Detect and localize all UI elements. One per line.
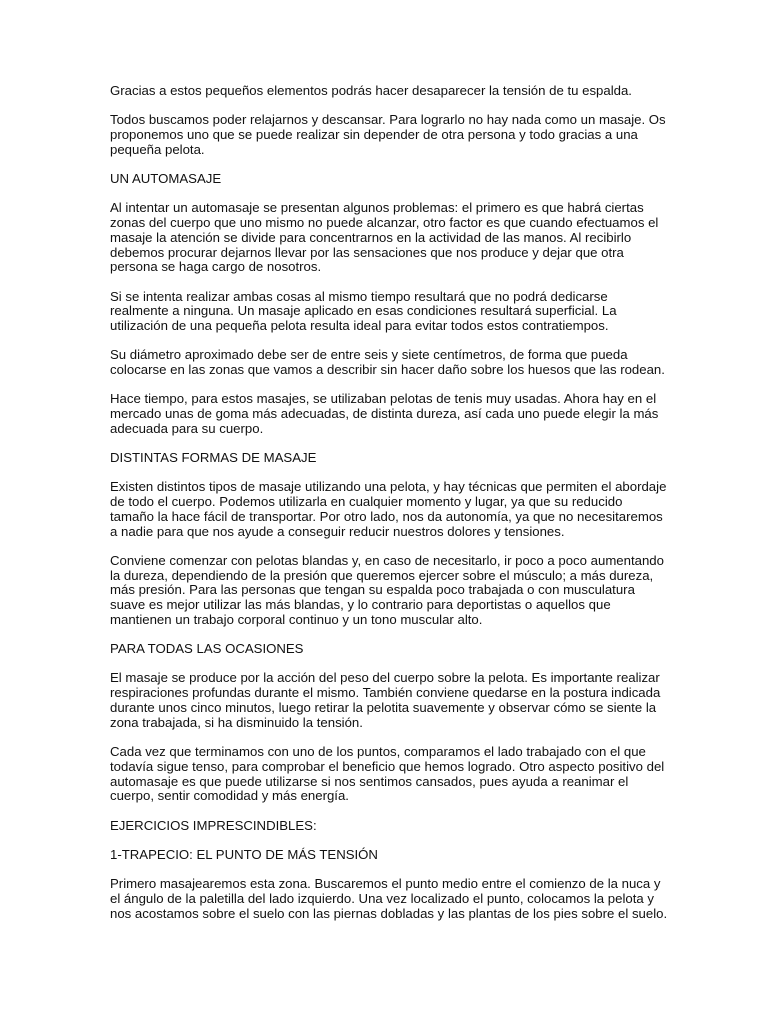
intro-paragraph: Gracias a estos pequeños elementos podrás hacer desaparecer la tensión de tu espalda. — [110, 83, 632, 98]
section-heading-trapecio: 1-TRAPECIO: EL PUNTO DE MÁS TENSIÓN — [110, 846, 378, 862]
section-heading-ejercicios: EJERCICIOS IMPRESCINDIBLES: — [110, 817, 317, 833]
section-heading-formas-masaje: DISTINTAS FORMAS DE MASAJE — [110, 450, 317, 466]
paragraph: Hace tiempo, para estos masajes, se utilizaban pelotas de tenis muy usadas. Ahora hay en el mercado unas de goma más adecuadas, de distinta dureza, así cada uno puede elegir la más adecuada para su cuerpo. — [110, 391, 659, 436]
paragraph: Su diámetro aproximado debe ser de entre seis y siete centímetros, de forma que pueda colocarse en las zonas que vamos a describir sin hacer daño sobre los huesos que las rodean. — [110, 347, 665, 378]
paragraph: Todos buscamos poder relajarnos y descansar. Para lograrlo no hay nada como un masaje. Os proponemos uno que se puede realizar sin depender de otra persona y todo gracias a una pequeña pelota. — [110, 112, 666, 157]
paragraph: Primero masajearemos esta zona. Buscaremos el punto medio entre el comienzo de la nuca y el ángulo de la paletilla del lado izquierdo. Una vez localizado el punto, colocamos la pelota y nos acostamos sobre el suelo con las piernas dobladas y las plantas de los pies sobre el suelo. — [110, 875, 668, 921]
paragraph: Cada vez que terminamos con uno de los puntos, comparamos el lado trabajado con el que todavía sigue tenso, para comprobar el beneficio que hemos logrado. Otro aspecto positivo del automasaje es que puede utilizarse si nos sentimos cansados, pues ayuda a reanimar el cuerpo, sentir comodidad y más energía. — [110, 743, 665, 804]
paragraph: Al intentar un automasaje se presentan algunos problemas: el primero es que habrá ciertas zonas del cuerpo que uno mismo no puede alcanzar, otro factor es que cuando efectuamos el masaje la atención se divide para concentrarnos en la actividad de las manos. Al recibirlo debemos procurar dejarnos llevar por las sensaciones que nos produce y dejar que otra persona se haga cargo de nosotros. — [110, 200, 659, 275]
section-heading-ocasiones: PARA TODAS LAS OCASIONES — [110, 641, 304, 657]
paragraph: Conviene comenzar con pelotas blandas y, en caso de necesitarlo, ir poco a poco aumentando la dureza, dependiendo de la presión que queremos ejercer sobre el músculo; a más dureza, más presión. Para las personas que tengan su espalda poco trabajada o con musculatura suave es mejor utilizar las más blandas, y lo contrario para deportistas o aquellos que mantienen un trabajo corporal continuo y un tono muscular alto. — [110, 552, 664, 628]
paragraph: Existen distintos tipos de masaje utilizando una pelota, y hay técnicas que permiten el abordaje de todo el cuerpo. Podemos utilizarla en cualquier momento y lugar, ya que su reducido tamaño la hace fácil de transportar. Por otro lado, nos da autonomía, ya que no necesitaremos a nadie para que nos ayude a conseguir reducir nuestros dolores y tensiones. — [110, 479, 667, 539]
section-heading-automasaje: UN AUTOMASAJE — [110, 170, 222, 186]
paragraph: El masaje se produce por la acción del peso del cuerpo sobre la pelota. Es importante realizar respiraciones profundas durante el mismo. También conviene quedarse en la postura indicada durante unos cinco minutos, luego retirar la pelotita suavemente y observar cómo se siente la zona trabajada, si ha disminuido la tensión. — [110, 670, 661, 730]
paragraph: Si se intenta realizar ambas cosas al mismo tiempo resultará que no podrá dedicarse realmente a ninguna. Un masaje aplicado en esas condiciones resultará superficial. La utilización de una pequeña pelota resulta ideal para evitar todos estos contratiempos. — [110, 288, 617, 334]
document-page — [110, 84, 670, 936]
